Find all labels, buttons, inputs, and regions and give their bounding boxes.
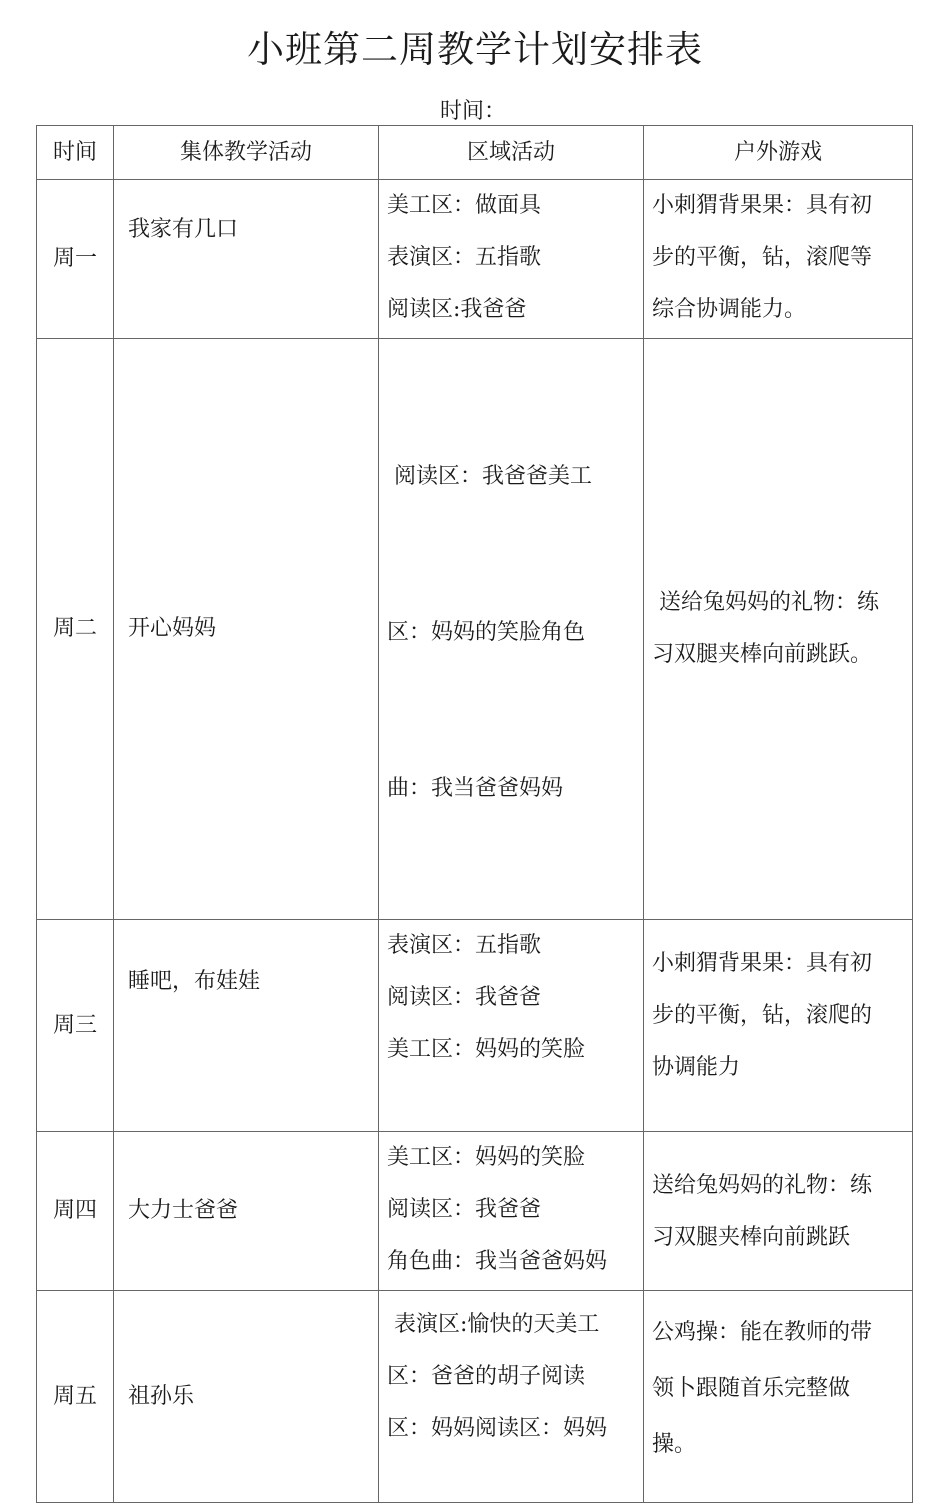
day-cell: 周一 bbox=[37, 180, 114, 339]
activity-text: 我家有几口 bbox=[128, 217, 239, 242]
outdoor-line: 送给兔妈妈的礼物：练 bbox=[652, 1173, 873, 1198]
table-row-tuesday bbox=[37, 339, 913, 920]
area-line: 阅读区：我爸爸 bbox=[387, 985, 542, 1010]
activity-cell bbox=[114, 1132, 379, 1291]
outdoor-line: 习双腿夹棒向前跳跃。 bbox=[652, 642, 873, 667]
outdoor-line: 公鸡操：能在教师的带 bbox=[652, 1320, 873, 1345]
activity-text: 睡吧，布娃娃 bbox=[128, 969, 261, 994]
outdoor-line: 协调能力 bbox=[652, 1055, 741, 1080]
area-cell bbox=[379, 180, 644, 339]
outdoor-line: 小刺猬背果果：具有初 bbox=[652, 193, 873, 218]
outdoor-line: 送给兔妈妈的礼物：练 bbox=[652, 590, 879, 615]
header-area-activity: 区域活动 bbox=[379, 126, 644, 180]
table-row-thursday bbox=[37, 1132, 913, 1291]
day-cell: 周五 bbox=[37, 1291, 114, 1503]
area-line: 角色曲：我当爸爸妈妈 bbox=[387, 1249, 608, 1274]
outdoor-line: 领卜跟随首乐完整做 bbox=[652, 1376, 851, 1401]
table-header-row bbox=[37, 126, 913, 180]
area-cell bbox=[379, 920, 644, 1132]
outdoor-cell bbox=[644, 180, 913, 339]
outdoor-cell bbox=[644, 1132, 913, 1291]
schedule-table bbox=[36, 125, 913, 1503]
day-cell: 周二 bbox=[37, 339, 114, 920]
area-line: 阅读区:我爸爸 bbox=[387, 297, 527, 322]
area-cell bbox=[379, 1132, 644, 1291]
outdoor-cell bbox=[644, 339, 913, 920]
outdoor-cell bbox=[644, 1291, 913, 1503]
outdoor-line: 综合协调能力。 bbox=[652, 297, 807, 322]
table-row-friday bbox=[37, 1291, 913, 1503]
date-label: 时间： bbox=[440, 99, 507, 124]
outdoor-line: 习双腿夹棒向前跳跃 bbox=[652, 1225, 851, 1250]
activity-text: 大力士爸爸 bbox=[128, 1198, 239, 1223]
area-line: 美工区：妈妈的笑脸 bbox=[387, 1145, 586, 1170]
area-line: 美工区：做面具 bbox=[387, 193, 542, 218]
table-row-wednesday bbox=[37, 920, 913, 1132]
outdoor-line: 操。 bbox=[652, 1432, 697, 1457]
outdoor-line: 小刺猬背果果：具有初 bbox=[652, 951, 873, 976]
area-line: 区：妈妈的笑脸角色 bbox=[387, 620, 586, 645]
header-group-activity: 集体教学活动 bbox=[114, 126, 379, 180]
area-line: 表演区：五指歌 bbox=[387, 933, 542, 958]
activity-cell bbox=[114, 920, 379, 1132]
area-line: 阅读区：我爸爸美工 bbox=[387, 464, 592, 489]
header-time: 时间 bbox=[37, 126, 114, 180]
area-line: 阅读区：我爸爸 bbox=[387, 1197, 542, 1222]
outdoor-cell bbox=[644, 920, 913, 1132]
outdoor-line: 步的平衡，钻，滚爬等 bbox=[652, 245, 873, 270]
area-line: 区：爸爸的胡子阅读 bbox=[387, 1364, 586, 1389]
table-row-monday bbox=[37, 180, 913, 339]
header-outdoor-game: 户外游戏 bbox=[644, 126, 913, 180]
area-line: 美工区：妈妈的笑脸 bbox=[387, 1037, 586, 1062]
activity-cell bbox=[114, 339, 379, 920]
area-cell bbox=[379, 1291, 644, 1503]
area-line: 曲：我当爸爸妈妈 bbox=[387, 776, 564, 801]
area-line: 表演区：五指歌 bbox=[387, 245, 542, 270]
activity-cell bbox=[114, 1291, 379, 1503]
area-line: 表演区:愉快的天美工 bbox=[387, 1312, 600, 1337]
activity-text: 开心妈妈 bbox=[128, 616, 217, 641]
activity-text: 祖孙乐 bbox=[128, 1383, 195, 1409]
activity-cell bbox=[114, 180, 379, 339]
area-cell bbox=[379, 339, 644, 920]
page-title: 小班第二周教学计划安排表 bbox=[247, 28, 703, 71]
outdoor-line: 步的平衡，钻，滚爬的 bbox=[652, 1003, 873, 1028]
area-line: 区：妈妈阅读区：妈妈 bbox=[387, 1416, 608, 1441]
day-cell: 周三 bbox=[37, 920, 114, 1132]
day-cell: 周四 bbox=[37, 1132, 114, 1291]
